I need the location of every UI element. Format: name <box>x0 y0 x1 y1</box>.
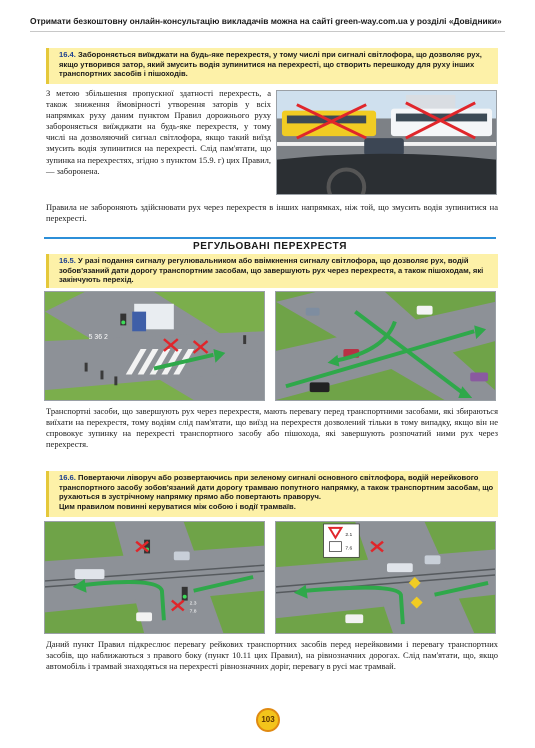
intersection-scene <box>276 292 495 400</box>
car <box>75 569 105 579</box>
rule-text: У разі подання сигналу регулювальником або ввімкнення сигналу світлофора, що дозволяє рух, водій зобов'язаний дати дорогу транспортним засобам, що завершують рух через перехрестя, а також пішоходам, які закінчують перехід. <box>59 256 484 285</box>
page-header: Отримати безкоштовну онлайн-консультацію викладачів можна на сайті green-way.com.ua у розділі «Довідники» <box>30 10 505 32</box>
paragraph-1: З метою збільшення пропускної здатності перехресть, а також зниження ймовірності утворення заторів у всіх напрямках руху даним пунктом Правил дорожнього руху забороняється виїжджати на будь-яке перехрестя, у тому числі на дозволяючий сигнал світлофора, якщо такий виїзд змусить водія зупинитися на перехресті. Слід пам'ятати, що зупинка на перехрестях, згідно з пунктом 15.9. г) цих Правил, — заборонена. <box>46 88 271 176</box>
page-number-badge: 103 <box>256 708 280 732</box>
car <box>470 373 488 382</box>
illustration-crosswalk <box>44 291 265 401</box>
car <box>387 563 413 572</box>
car <box>136 612 152 621</box>
traffic-jam-scene <box>277 91 496 194</box>
rule-number: 16.5. <box>59 256 76 265</box>
car <box>425 555 441 564</box>
car <box>345 614 363 623</box>
section-title-regulated: РЕГУЛЬОВАНІ ПЕРЕХРЕСТЯ <box>44 237 496 252</box>
rule-16-5-box <box>46 254 498 288</box>
rule-number: 16.6. <box>59 473 76 482</box>
sign-label: 2.1 <box>345 532 353 538</box>
rule-16-6-box <box>46 471 498 517</box>
rule-text: Забороняється виїжджати на будь-яке перехрестя, у тому числі при сигналі світлофора, що дозволяє рух, якщо утворився затор, який змусить водія зупинитися на перехресті, що створить перешкоду для руху інших транспортних засобів і пішоходів. <box>59 50 482 79</box>
tram-sign-icon <box>330 542 342 552</box>
car <box>310 382 330 392</box>
illustration-intersection-arrows <box>275 291 496 401</box>
illustration-traffic-jam <box>276 90 497 195</box>
rule-number: 16.4. <box>59 50 76 59</box>
car <box>306 308 320 316</box>
car-dashboard <box>277 154 496 194</box>
illustration-tram-right <box>275 521 496 634</box>
paragraph-4: Даний пункт Правил підкреслює перевагу рейкових транспортних засобів перед нерейковими і перевагу транспортних засобів, що наближаються з правого боку (пункт 10.11 цих Правил), на рівнозначних дорогах. Слід пам'ятати, що, якщо автомобіль і трамвай знаходяться на перехресті рівнозначних доріг, перевагу в русі має трамвай. <box>46 639 498 672</box>
paragraph-2: Правила не забороняють здійснювати рух через перехрестя в інших напрямках, ніж той, що змусить водія зупинитися на перехресті. <box>46 202 498 224</box>
rule-text: Повертаючи ліворуч або розвертаючись при зеленому сигналі основного світлофора, водій нерейкового транспортного засобу зобов'язаний дати дорогу трамваю попутного напрямку, а також транспортним засобам, що рухаються в зустрічному напрямку прямо або повертають праворуч. <box>59 473 494 502</box>
rule-text-secondary: Цим правилом повинні керуватися між собою і водії трамваїв. <box>59 501 296 511</box>
car <box>174 551 190 560</box>
tram-left-scene <box>45 522 264 633</box>
sign-label: 7.8 <box>189 609 197 615</box>
illustration-tram-left <box>44 521 265 634</box>
sign-label: 2.3 <box>189 601 197 607</box>
rule-16-4-box <box>46 48 498 84</box>
paragraph-3: Транспортні засоби, що завершують рух через перехрестя, мають перевагу перед транспортними засобами, які збираються виїхати на перехрестя, тому водіям слід пам'ятати, що виїзд на перехрестя дозволений тільки в тому випадку, якщо він не спровокує зупинку на перехресті транспортного засобу або пішохода, які завершують розпочатий ними рух через перехрестя. <box>46 406 498 450</box>
car-label: 5 36 2 <box>88 334 108 342</box>
tram-right-scene <box>276 522 495 633</box>
sign-label: 7.6 <box>345 546 353 552</box>
crosswalk-scene <box>45 292 264 400</box>
car <box>417 306 433 315</box>
